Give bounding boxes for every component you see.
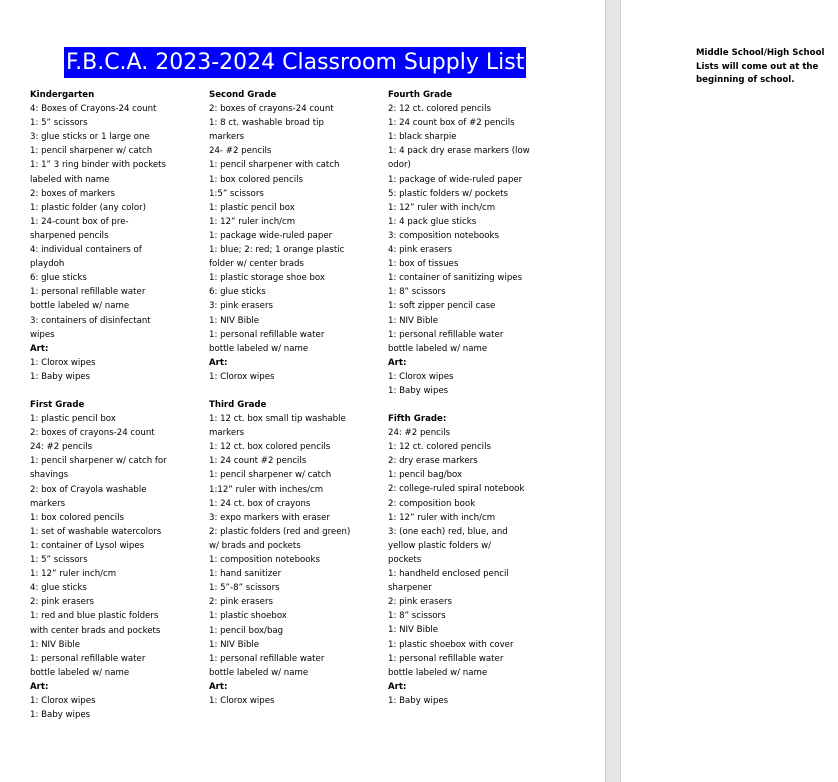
supply-item: 1: container of sanitizing wipes [388, 273, 523, 284]
supply-item: 3: composition notebooks [388, 230, 500, 241]
art-heading: Art: [30, 681, 49, 692]
supply-item: 1: pencil box/bag [209, 625, 284, 636]
supply-item: 1: 24 count #2 pencils [209, 456, 307, 467]
supply-item: 1: plastic pencil box [209, 202, 295, 213]
art-supply-item: 1: Baby wipes [30, 710, 91, 721]
supply-item: 1:12” ruler with inches/cm [209, 484, 324, 495]
section-third-grade [209, 398, 381, 708]
supply-item: 1: plastic shoebox [209, 611, 287, 622]
supply-item: 2: plastic folders (red and green) [209, 526, 351, 537]
supply-item: 1:5” scissors [209, 188, 264, 199]
supply-item: 1: blue; 2: red; 1 orange plastic [209, 245, 345, 256]
supply-item: bottle labeled w/ name [209, 667, 309, 678]
supply-item: 2: pink erasers [30, 597, 94, 608]
supply-item: 1: pencil sharpener w/ catch for [30, 456, 167, 467]
supply-item: labeled with name [30, 174, 110, 185]
supply-item: 1: 1” 3 ring binder with pockets [30, 160, 167, 171]
supply-item: bottle labeled w/ name [30, 667, 130, 678]
supply-item: 1: package wide-ruled paper [209, 230, 333, 241]
section-heading: First Grade [30, 400, 85, 410]
page-gap [605, 0, 621, 782]
supply-item: 2: boxes of markers [30, 188, 116, 199]
supply-item: 1: 12” ruler with inch/cm [388, 202, 496, 213]
supply-item: 1: 12 ct. box colored pencils [209, 442, 331, 453]
supply-item: 1: personal refillable water [388, 329, 504, 340]
art-supply-item: 1: Clorox wipes [209, 371, 275, 382]
note-line: Lists will come out at the [696, 61, 819, 72]
supply-item: 1: 12” ruler with inch/cm [388, 512, 496, 523]
page-title: F.B.C.A. 2023-2024 Classroom Supply List [64, 47, 526, 78]
supply-item: 1: box colored pencils [209, 174, 303, 185]
supply-item: 2: box of Crayola washable [30, 484, 147, 495]
supply-item: 2: composition book [388, 498, 476, 509]
supply-item: 1: 4 pack dry erase markers (low [388, 146, 530, 157]
supply-item: 1: soft zipper pencil case [388, 301, 496, 312]
supply-item: 24: #2 pencils [388, 428, 451, 439]
supply-item: 4: glue sticks [30, 583, 87, 594]
supply-item: 1: 4 pack glue sticks [388, 216, 477, 227]
supply-item: 1: pencil sharpener w/ catch [30, 146, 153, 157]
supply-item: 1: 5” scissors [30, 118, 88, 129]
supply-item: 3: expo markers with eraser [209, 512, 330, 523]
supply-item: w/ brads and pockets [209, 540, 301, 551]
supply-item: bottle labeled w/ name [30, 301, 130, 312]
supply-item: 1: plastic storage shoe box [209, 273, 326, 284]
supply-item: 1: plastic shoebox with cover [388, 639, 514, 650]
supply-item: with center brads and pockets [30, 625, 161, 636]
supply-item: 1: container of Lysol wipes [30, 540, 145, 551]
art-heading: Art: [209, 681, 228, 692]
art-heading: Art: [209, 357, 228, 368]
section-fifth-grade [388, 412, 560, 708]
supply-item: 1: 5”-8” scissors [209, 583, 280, 594]
supply-item: 6: glue sticks [209, 287, 266, 298]
art-supply-item: 1: Baby wipes [30, 371, 91, 382]
note-line: Middle School/High School [696, 48, 825, 58]
supply-item: 1: NIV Bible [388, 625, 439, 636]
supply-item: 1: black sharpie [388, 132, 457, 143]
supply-item: 24: #2 pencils [30, 442, 93, 453]
supply-item: markers [30, 498, 66, 509]
supply-item: 1: box colored pencils [30, 512, 124, 523]
supply-item: 1: 12” ruler inch/cm [209, 216, 296, 227]
supply-item: 3: containers of disinfectant [30, 315, 151, 326]
art-heading: Art: [30, 343, 49, 354]
supply-item: folder w/ center brads [209, 259, 304, 270]
supply-item: 24- #2 pencils [209, 146, 272, 157]
supply-item: 1: 8 ct. washable broad tip [209, 118, 324, 129]
art-supply-item: 1: Clorox wipes [388, 371, 454, 382]
supply-item: 1: 12” ruler inch/cm [30, 569, 117, 580]
supply-item: 2: boxes of crayons-24 count [30, 428, 155, 439]
supply-item: 1: package of wide-ruled paper [388, 174, 523, 185]
supply-item: 1: box of tissues [388, 259, 459, 270]
supply-item: 1: 12 ct. box small tip washable [209, 414, 346, 425]
section-heading: Fifth Grade: [388, 414, 447, 424]
supply-item: 6: glue sticks [30, 273, 87, 284]
art-supply-item: 1: Clorox wipes [30, 357, 96, 368]
supply-item: 1: 5” scissors [30, 555, 88, 566]
supply-item: odor) [388, 160, 411, 171]
section-kindergarten [30, 88, 202, 384]
section-heading: Fourth Grade [388, 90, 453, 100]
section-fourth-grade [388, 88, 560, 398]
supply-item: 1: pencil sharpener w/ catch [209, 470, 332, 481]
supply-item: 1: NIV Bible [209, 315, 260, 326]
supply-item: 4: Boxes of Crayons-24 count [30, 104, 157, 115]
supply-item: 1: NIV Bible [30, 639, 81, 650]
supply-item: playdoh [30, 259, 65, 270]
supply-item: bottle labeled w/ name [209, 343, 309, 354]
supply-item: 1: 24 ct. box of crayons [209, 498, 311, 509]
supply-item: 1: NIV Bible [209, 639, 260, 650]
art-heading: Art: [388, 357, 407, 368]
supply-item: 1: 8” scissors [388, 611, 446, 622]
section-heading: Third Grade [209, 400, 267, 410]
section-heading: Second Grade [209, 90, 277, 100]
supply-item: 3: pink erasers [209, 301, 273, 312]
supply-item: 1: 24-count box of pre- [30, 216, 129, 227]
supply-item: pockets [388, 554, 422, 565]
supply-item: 1: set of washable watercolors [30, 526, 162, 537]
supply-item: 3: (one each) red, blue, and [388, 526, 508, 537]
art-supply-item: 1: Clorox wipes [209, 695, 275, 706]
art-heading: Art: [388, 681, 407, 692]
supply-item: 2: pink erasers [388, 597, 452, 608]
supply-item: markers [209, 132, 245, 143]
supply-item: 1: pencil sharpener with catch [209, 160, 340, 171]
supply-item: 4: individual containers of [30, 245, 142, 256]
section-second-grade [209, 88, 381, 384]
supply-item: 1: red and blue plastic folders [30, 611, 159, 622]
supply-item: 1: NIV Bible [388, 315, 439, 326]
supply-item: 5: plastic folders w/ pockets [388, 188, 508, 199]
supply-item: 1: plastic pencil box [30, 414, 116, 425]
supply-item: bottle labeled w/ name [388, 667, 488, 678]
art-supply-item: 1: Clorox wipes [30, 695, 96, 706]
supply-item: 1: hand sanitizer [209, 569, 282, 580]
supply-item: 2: 12 ct. colored pencils [388, 104, 491, 115]
note-line: beginning of school. [696, 75, 795, 85]
supply-item: 2: dry erase markers [388, 456, 478, 467]
supply-item: 1: personal refillable water [388, 653, 504, 664]
supply-item: 1: personal refillable water [209, 653, 325, 664]
supply-item: 1: personal refillable water [209, 329, 325, 340]
supply-item: wipes [30, 329, 55, 340]
section-first-grade [30, 398, 202, 722]
supply-item: 1: pencil bag/box [388, 470, 463, 481]
middle-high-school-note [696, 47, 831, 88]
art-supply-item: 1: Baby wipes [388, 695, 449, 706]
document-page-2 [621, 0, 838, 782]
supply-item: 1: composition notebooks [209, 555, 321, 566]
supply-item: 1: personal refillable water [30, 653, 146, 664]
art-supply-item: 1: Baby wipes [388, 385, 449, 396]
supply-item: 1: plastic folder (any color) [30, 202, 146, 213]
supply-item: 2: boxes of crayons-24 count [209, 104, 334, 115]
supply-item: markers [209, 428, 245, 439]
supply-item: 1: 8” scissors [388, 287, 446, 298]
supply-item: 2: college-ruled spiral notebook [388, 484, 525, 495]
supply-item: 1: 24 count box of #2 pencils [388, 118, 515, 129]
supply-item: 1: 12 ct. colored pencils [388, 442, 491, 453]
supply-item: 1: personal refillable water [30, 287, 146, 298]
supply-item: 3: glue sticks or 1 large one [30, 132, 150, 143]
supply-item: yellow plastic folders w/ [388, 540, 492, 551]
supply-item: 4: pink erasers [388, 245, 452, 256]
supply-item: 1: handheld enclosed pencil [388, 569, 509, 580]
supply-item: shavings [30, 470, 69, 481]
supply-item: 2: pink erasers [209, 597, 273, 608]
supply-item: sharpener [388, 583, 432, 594]
section-heading: Kindergarten [30, 90, 95, 100]
supply-item: bottle labeled w/ name [388, 343, 488, 354]
supply-item: sharpened pencils [30, 230, 109, 241]
